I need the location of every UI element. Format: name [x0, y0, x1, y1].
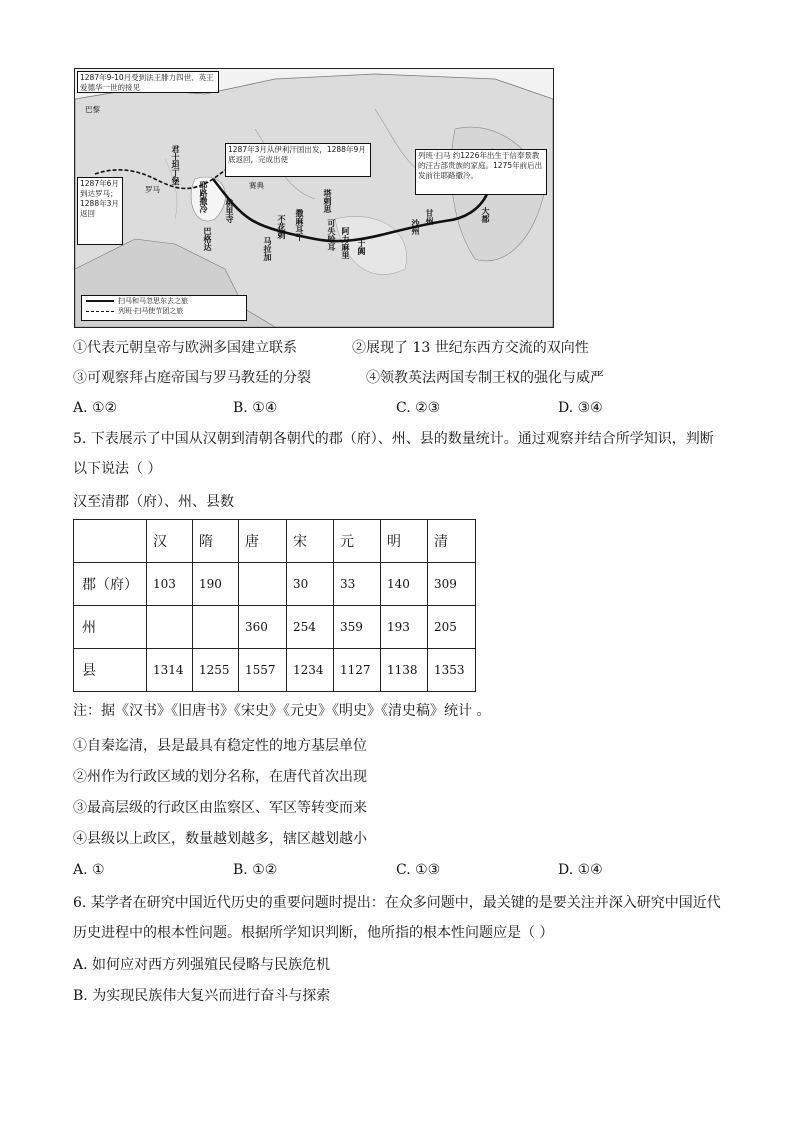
table-cell: 1127	[334, 649, 381, 692]
place-label: 塔剌思	[323, 189, 332, 213]
place-label: 君士坦丁堡	[171, 145, 180, 185]
annotation-right: 列班·扫马 约1226年出生于信奉景教的汪古部贵族的家庭。1275年前后出发前往耶路撒冷。	[415, 149, 547, 195]
place-label: 阿力麻里	[341, 227, 350, 259]
q4-statement-3: ③可观察拜占庭帝国与罗马教廷的分裂	[73, 370, 311, 386]
place-label: 罗马	[145, 185, 160, 194]
table-row-header: 县	[74, 649, 147, 692]
table-header-cell: 清	[428, 520, 476, 563]
q6-choice-a[interactable]: A. 如何应对西方列强殖民侵略与民族危机	[73, 957, 331, 973]
table-cell: 1557	[239, 649, 287, 692]
legend-dashed-label: 列班·扫马使节团之旅	[118, 307, 184, 315]
place-label: 马拉加	[263, 237, 272, 261]
table-row	[74, 649, 476, 692]
q6-stem-line1: 6. 某学者在研究中国近代历史的重要问题时提出：在众多问题中，最关键的是要关注并深入研究中国近代	[73, 895, 721, 911]
table-cell: 30	[287, 563, 334, 606]
table-header-cell: 宋	[287, 520, 334, 563]
silk-road-map	[74, 68, 554, 328]
q5-statement-1: ①自秦迄清，县是最具有稳定性的地方基层单位	[73, 738, 367, 754]
table-cell: 193	[381, 606, 428, 649]
annotation-middle: 1287年3月从伊利汗国出发，1288年9月底返回，完成出使	[225, 143, 371, 177]
q5-statement-3: ③最高层级的行政区由监察区、军区等转变而来	[73, 800, 367, 816]
table-header-cell: 汉	[147, 520, 193, 563]
place-label: 沙州	[411, 219, 420, 235]
annotation-top-left: 1287年9-10月受到法王腓力四世、英王爱德华一世的接见	[77, 71, 219, 93]
table-cell	[193, 606, 239, 649]
table-cell: 1255	[193, 649, 239, 692]
q5-choice-c[interactable]: C. ①③	[396, 862, 441, 878]
table-header-row	[74, 520, 476, 563]
legend-solid-label: 扫马和马忽思东去之旅	[118, 297, 188, 305]
q4-choice-b[interactable]: B. ①④	[233, 400, 278, 416]
place-label: 巴黎	[85, 105, 100, 114]
place-label: 巴格达	[203, 227, 212, 251]
table-cell: 360	[239, 606, 287, 649]
table-cell	[239, 563, 287, 606]
table-header-cell	[74, 520, 147, 563]
place-label: 不花剌	[277, 215, 286, 239]
table-row	[74, 563, 476, 606]
q5-table-caption: 汉至清郡（府）、州、县数	[73, 494, 234, 510]
q6-choice-b[interactable]: B. 为实现民族伟大复兴而进行奋斗与探索	[73, 988, 331, 1004]
place-label: 大都	[481, 207, 490, 223]
table-header-cell: 明	[381, 520, 428, 563]
q4-statement-4: ④领教英法两国专制王权的强化与威严	[366, 370, 604, 386]
table-row	[74, 606, 476, 649]
q4-choice-d[interactable]: D. ③④	[558, 400, 603, 416]
table-header-cell: 元	[334, 520, 381, 563]
table-cell: 190	[193, 563, 239, 606]
table-cell: 359	[334, 606, 381, 649]
place-label: 撒麻耳干	[295, 209, 304, 241]
q5-data-table	[73, 519, 476, 692]
q5-stem-line2: 以下说法（ ）	[73, 461, 162, 477]
table-cell: 1234	[287, 649, 334, 692]
place-label: 甘州	[425, 209, 434, 225]
q5-choice-b[interactable]: B. ①②	[233, 862, 278, 878]
q6-stem-line2: 历史进程中的根本性问题。根据所学知识判断，他所指的根本性问题应是（ ）	[73, 925, 554, 941]
table-cell: 33	[334, 563, 381, 606]
q5-table-note: 注：据《汉书》《旧唐书》《宋史》《元史》《明史》《清史稿》统计 。	[73, 703, 491, 719]
table-cell	[147, 606, 193, 649]
table-cell: 1314	[147, 649, 193, 692]
table-cell: 309	[428, 563, 476, 606]
table-header-cell: 唐	[239, 520, 287, 563]
q5-choice-a[interactable]: A. ①	[73, 862, 105, 878]
table-cell: 1138	[381, 649, 428, 692]
map-legend	[81, 295, 247, 321]
annotation-left: 1287年6月到达罗马；1288年3月返回	[77, 177, 123, 245]
map-graphic	[75, 69, 553, 327]
place-label: 耶路撒冷	[199, 181, 208, 213]
table-cell: 205	[428, 606, 476, 649]
q5-choice-d[interactable]: D. ①④	[558, 862, 603, 878]
table-cell: 103	[147, 563, 193, 606]
table-cell: 254	[287, 606, 334, 649]
table-row-header: 郡（府）	[74, 563, 147, 606]
q5-stem-line1: 5. 下表展示了中国从汉朝到清朝各朝代的郡（府）、州、县的数量统计。通过观察并结合所学知识，判断	[73, 431, 714, 447]
q4-statement-2: ②展现了 13 世纪东西方交流的双向性	[352, 340, 589, 356]
q4-statement-1: ①代表元朝皇帝与欧洲多国建立联系	[73, 340, 297, 356]
q4-choice-c[interactable]: C. ②③	[396, 400, 441, 416]
table-cell: 1353	[428, 649, 476, 692]
place-label: 桃里寺	[225, 199, 234, 223]
q5-statement-2: ②州作为行政区域的划分名称，在唐代首次出现	[73, 769, 367, 785]
q4-choice-a[interactable]: A. ①②	[73, 400, 118, 416]
table-header-cell: 隋	[193, 520, 239, 563]
place-label: 于阗	[357, 239, 366, 255]
table-cell: 140	[381, 563, 428, 606]
table-row-header: 州	[74, 606, 147, 649]
q5-statement-4: ④县级以上政区，数量越划越多，辖区越划越小	[73, 831, 367, 847]
place-label: 可失哈耳	[327, 219, 336, 251]
place-label: 赛典	[249, 181, 264, 190]
